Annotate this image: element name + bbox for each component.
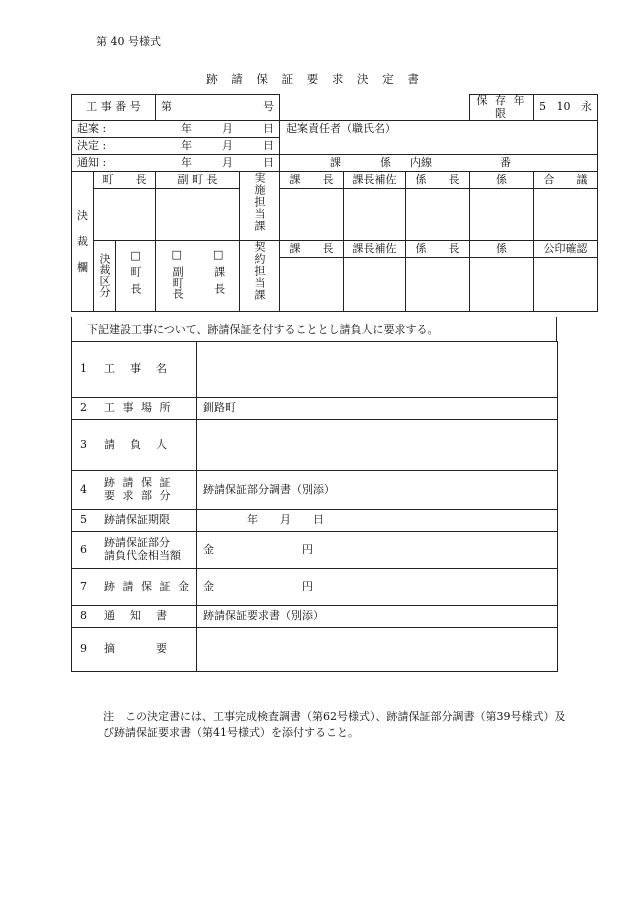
item-value[interactable]: 釧路町 (197, 398, 558, 420)
item-row (72, 532, 558, 569)
item-label-cell (72, 606, 197, 628)
item-number: 1 (80, 362, 87, 376)
stamp-2[interactable] (344, 189, 406, 241)
footnote: 注 この決定書には、工事完成検査調書（第62号様式）、跡請保証部分調書（第39号様式）及び跡請保証要求書（第41号様式）を添付すること。 (103, 710, 566, 739)
item-number: 4 (80, 482, 87, 496)
jisshi-label: 実施担当課 (240, 172, 280, 241)
kian-sekininsha[interactable]: 起案責任者（職氏名） (280, 121, 598, 155)
item-label-cell (72, 510, 197, 532)
role-gogi: 合 議 (534, 172, 598, 189)
koji-bango-label: 工 事 番 号 (72, 95, 156, 121)
stamp-4[interactable] (470, 189, 534, 241)
item-label: 跡 請 保 証 要 求 部 分 (104, 476, 173, 502)
item-label: 跡請保証部分 請負代金相当額 (104, 536, 181, 562)
kian-date[interactable]: 起案 : 年 月 日 (72, 121, 280, 138)
role-kacho-2: 課 長 (280, 241, 344, 258)
item-label: 摘 要 (104, 642, 169, 656)
item-value[interactable]: 金 円 (197, 532, 558, 569)
hozon-values[interactable]: 5 10 永 (534, 95, 598, 121)
choice-group[interactable]: □ 副町長 □ 課長 (156, 241, 240, 312)
kessai-kubun-label: 決裁区分 (94, 241, 116, 312)
role-hosa: 課長補佐 (344, 172, 406, 189)
item-number: 9 (80, 642, 87, 656)
notice-text: 下記建設工事について、跡請保証を付することとし請負人に要求する。 (71, 317, 557, 342)
item-number: 8 (80, 609, 87, 623)
item-value[interactable] (197, 628, 558, 672)
stamp-7[interactable] (344, 258, 406, 312)
item-label-cell (72, 398, 197, 420)
item-row (72, 510, 558, 532)
stamp-10[interactable] (534, 258, 598, 312)
stamp-6[interactable] (280, 258, 344, 312)
stamp-3[interactable] (406, 189, 470, 241)
approval-table (71, 94, 598, 312)
item-label: 跡請保証期限 (104, 513, 170, 527)
item-label-cell (72, 420, 197, 471)
item-row (72, 628, 558, 672)
role-kakari-2: 係 (470, 241, 534, 258)
item-value[interactable] (197, 342, 558, 398)
item-number: 5 (80, 513, 87, 527)
item-value[interactable]: 金 円 (197, 569, 558, 606)
role-kakari: 係 (470, 172, 534, 189)
stamp-9[interactable] (470, 258, 534, 312)
items-table (71, 341, 558, 672)
stamp-1[interactable] (280, 189, 344, 241)
cho-stamp[interactable] (94, 189, 156, 241)
item-label: 請 負 人 (104, 437, 169, 451)
item-row (72, 398, 558, 420)
fukucho-stamp[interactable] (156, 189, 240, 241)
kettei-date[interactable]: 決定 : 年 月 日 (72, 138, 280, 155)
item-label: 工 事 名 (104, 362, 169, 376)
role-koin: 公印確認 (534, 241, 598, 258)
stamp-5[interactable] (534, 189, 598, 241)
item-value[interactable]: 年 月 日 (197, 510, 558, 532)
item-label-cell (72, 532, 197, 569)
stamp-8[interactable] (406, 258, 470, 312)
keiyaku-label: 契約担当課 (240, 241, 280, 312)
item-label: 工 事 場 所 (104, 401, 173, 415)
item-value[interactable]: 跡請保証要求書（別添） (197, 606, 558, 628)
koji-bango-field[interactable]: 第 号 (156, 95, 280, 121)
item-number: 2 (80, 401, 87, 415)
choice-cho[interactable]: □ 町長 (116, 241, 156, 312)
item-label-cell (72, 342, 197, 398)
contact-line[interactable]: 課 係 内線 番 (280, 155, 598, 172)
fukucho-label: 副 町 長 (156, 172, 240, 189)
role-kakaricho: 係 長 (406, 172, 470, 189)
item-number: 6 (80, 542, 87, 556)
document-title: 跡 請 保 証 要 求 決 定 書 (206, 72, 424, 86)
tsuchi-date[interactable]: 通知 : 年 月 日 (72, 155, 280, 172)
item-label-cell (72, 569, 197, 606)
item-value[interactable] (197, 420, 558, 471)
form-number: 第 40 号様式 (96, 35, 161, 48)
role-kakaricho-2: 係 長 (406, 241, 470, 258)
kessai-side-label: 決 裁 欄 (72, 172, 94, 312)
item-row (72, 420, 558, 471)
item-row (72, 471, 558, 510)
cho-label: 町 長 (94, 172, 156, 189)
item-row (72, 569, 558, 606)
item-row (72, 606, 558, 628)
role-hosa-2: 課長補佐 (344, 241, 406, 258)
item-label-cell (72, 471, 197, 510)
blank-cell (280, 95, 470, 121)
role-kacho: 課 長 (280, 172, 344, 189)
item-value[interactable]: 跡請保証部分調書（別添） (197, 471, 558, 510)
item-number: 3 (80, 437, 87, 451)
item-label: 跡 請 保 証 金 (104, 579, 191, 593)
hozon-label: 保 存 年 限 (470, 95, 534, 121)
item-row (72, 342, 558, 398)
item-label-cell (72, 628, 197, 672)
item-number: 7 (80, 579, 87, 593)
item-label: 通 知 書 (104, 609, 169, 623)
